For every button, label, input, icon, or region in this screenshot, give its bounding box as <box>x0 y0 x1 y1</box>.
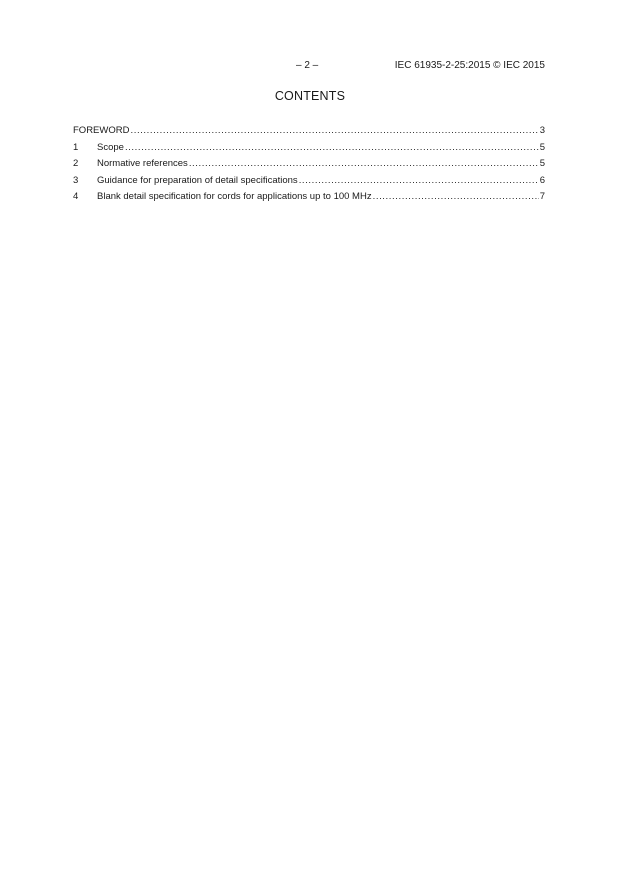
toc-entry-page: 7 <box>539 191 545 202</box>
toc-entry-label: Blank detail specification for cords for applications up to 100 MHz <box>97 191 372 202</box>
toc-entry-page: 5 <box>539 158 545 169</box>
page-header <box>0 60 620 74</box>
toc-dot-leader <box>130 123 538 140</box>
toc-entry-page: 5 <box>539 141 545 153</box>
toc-dot-leader <box>125 140 539 157</box>
toc-entry-number: 1 <box>73 141 79 153</box>
toc-dot-leader <box>373 189 539 206</box>
toc-dot-leader <box>299 173 539 190</box>
toc-entry-label: Normative references <box>97 158 188 169</box>
toc-dot-leader <box>189 156 539 173</box>
toc-entry-number: 2 <box>73 158 79 169</box>
table-of-contents <box>73 123 545 206</box>
page-number: – 2 – <box>296 60 319 71</box>
toc-entry-number: 3 <box>73 174 79 186</box>
toc-entry-label: FOREWORD <box>73 125 130 136</box>
toc-entry-normative-references[interactable] <box>73 156 545 173</box>
page-title: CONTENTS <box>274 89 346 103</box>
toc-entry-page: 6 <box>539 174 545 186</box>
toc-entry-foreword[interactable] <box>73 123 545 140</box>
toc-entry-label: Guidance for preparation of detail specifications <box>97 174 298 186</box>
document-reference: IEC 61935-2-25:2015 © IEC 2015 <box>394 60 545 71</box>
toc-entry-guidance[interactable] <box>73 173 545 190</box>
toc-entry-number: 4 <box>73 191 79 202</box>
toc-entry-blank-detail-specification[interactable] <box>73 189 545 206</box>
toc-entry-scope[interactable] <box>73 140 545 157</box>
toc-entry-label: Scope <box>97 141 124 153</box>
toc-entry-page: 3 <box>539 125 545 136</box>
